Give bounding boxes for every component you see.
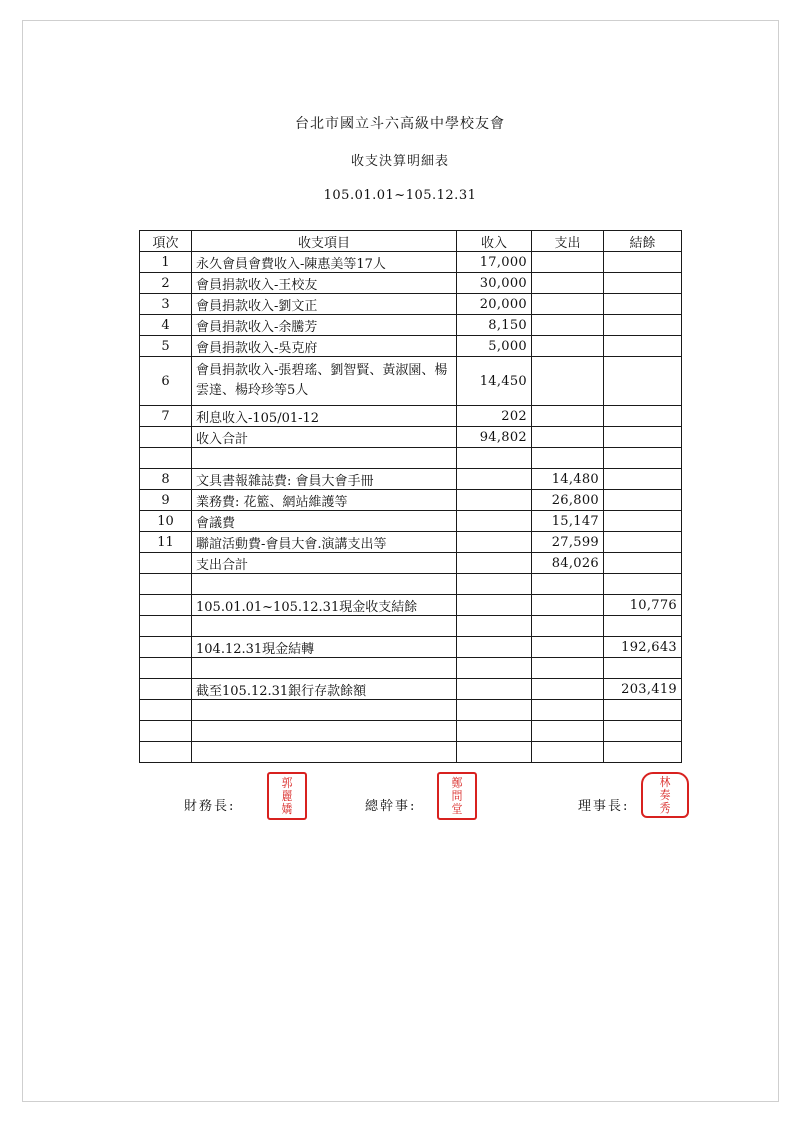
row-balance bbox=[604, 511, 682, 532]
header-income: 收入 bbox=[457, 231, 532, 252]
row-income bbox=[457, 700, 532, 721]
row-balance bbox=[604, 273, 682, 294]
row-income: 94,802 bbox=[457, 427, 532, 448]
table-row bbox=[140, 252, 682, 273]
row-balance bbox=[604, 553, 682, 574]
row-expense bbox=[532, 273, 604, 294]
row-number: 10 bbox=[140, 511, 192, 532]
row-number bbox=[140, 679, 192, 700]
row-income bbox=[457, 574, 532, 595]
row-item: 聯誼活動費-會員大會.演講支出等 bbox=[192, 532, 457, 553]
row-expense bbox=[532, 616, 604, 637]
row-expense bbox=[532, 406, 604, 427]
table-row bbox=[140, 490, 682, 511]
row-expense: 14,480 bbox=[532, 469, 604, 490]
report-period: 105.01.01~105.12.31 bbox=[323, 188, 477, 203]
header-row bbox=[140, 231, 682, 252]
row-balance bbox=[604, 721, 682, 742]
row-number: 3 bbox=[140, 294, 192, 315]
row-income bbox=[457, 511, 532, 532]
row-expense bbox=[532, 595, 604, 616]
row-expense bbox=[532, 679, 604, 700]
chairman-seal-char: 秀 bbox=[659, 800, 671, 815]
header-no: 項次 bbox=[140, 231, 192, 252]
row-item bbox=[192, 700, 457, 721]
row-expense: 27,599 bbox=[532, 532, 604, 553]
row-balance bbox=[604, 406, 682, 427]
table-row bbox=[140, 553, 682, 574]
secretary-seal bbox=[437, 772, 477, 820]
row-income bbox=[457, 469, 532, 490]
row-income: 14,450 bbox=[457, 357, 532, 406]
table-row bbox=[140, 511, 682, 532]
table-row bbox=[140, 406, 682, 427]
secretary-seal-char: 鄭 bbox=[451, 775, 463, 790]
row-balance bbox=[604, 742, 682, 763]
row-item: 業務費: 花籃、網站維護等 bbox=[192, 490, 457, 511]
table-row bbox=[140, 637, 682, 658]
row-item: 文具書報雜誌費: 會員大會手冊 bbox=[192, 469, 457, 490]
header-item: 收支項目 bbox=[192, 231, 457, 252]
table-row bbox=[140, 273, 682, 294]
chairman-seal-char: 奏 bbox=[659, 787, 671, 802]
row-balance bbox=[604, 700, 682, 721]
row-number bbox=[140, 595, 192, 616]
row-income bbox=[457, 595, 532, 616]
row-balance bbox=[604, 357, 682, 406]
secretary-seal-char: 問 bbox=[451, 788, 463, 803]
table-row bbox=[140, 658, 682, 679]
treasurer-seal-char: 郭 bbox=[281, 775, 293, 790]
table-row bbox=[140, 448, 682, 469]
table-row bbox=[140, 315, 682, 336]
row-income: 30,000 bbox=[457, 273, 532, 294]
table-row bbox=[140, 679, 682, 700]
treasurer-label: 財務長: bbox=[184, 799, 236, 814]
treasurer-seal-char: 嬌 bbox=[281, 801, 293, 816]
treasurer-seal-char: 麗 bbox=[281, 788, 293, 803]
row-income bbox=[457, 658, 532, 679]
table-row bbox=[140, 574, 682, 595]
row-number: 1 bbox=[140, 252, 192, 273]
row-number bbox=[140, 553, 192, 574]
row-expense: 15,147 bbox=[532, 511, 604, 532]
row-item: 會員捐款收入-劉文正 bbox=[192, 294, 457, 315]
row-income: 20,000 bbox=[457, 294, 532, 315]
row-balance bbox=[604, 336, 682, 357]
chairman-seal-char: 林 bbox=[659, 774, 671, 789]
row-expense bbox=[532, 336, 604, 357]
row-expense bbox=[532, 252, 604, 273]
row-item: 利息收入-105/01-12 bbox=[192, 406, 457, 427]
row-balance bbox=[604, 294, 682, 315]
row-number bbox=[140, 574, 192, 595]
row-number: 9 bbox=[140, 490, 192, 511]
row-expense bbox=[532, 574, 604, 595]
row-income bbox=[457, 490, 532, 511]
row-income bbox=[457, 616, 532, 637]
row-number bbox=[140, 616, 192, 637]
table-row bbox=[140, 294, 682, 315]
row-balance: 10,776 bbox=[604, 595, 682, 616]
table-row bbox=[140, 427, 682, 448]
row-item bbox=[192, 742, 457, 763]
row-income bbox=[457, 679, 532, 700]
row-number bbox=[140, 427, 192, 448]
report-title: 收支決算明細表 bbox=[350, 154, 449, 169]
row-number: 5 bbox=[140, 336, 192, 357]
row-income bbox=[457, 532, 532, 553]
row-expense bbox=[532, 700, 604, 721]
row-item: 104.12.31現金結轉 bbox=[192, 637, 457, 658]
row-number bbox=[140, 742, 192, 763]
row-number bbox=[140, 448, 192, 469]
row-balance bbox=[604, 315, 682, 336]
row-item: 會員捐款收入-張碧瑤、劉智賢、黃淑園、楊雲達、楊玲珍等5人 bbox=[192, 357, 457, 406]
row-item: 會員捐款收入-王校友 bbox=[192, 273, 457, 294]
row-income bbox=[457, 448, 532, 469]
table-row bbox=[140, 742, 682, 763]
table-row bbox=[140, 469, 682, 490]
row-number bbox=[140, 721, 192, 742]
table-row bbox=[140, 595, 682, 616]
row-balance bbox=[604, 532, 682, 553]
row-expense bbox=[532, 721, 604, 742]
row-expense bbox=[532, 315, 604, 336]
row-balance: 192,643 bbox=[604, 637, 682, 658]
row-number: 6 bbox=[140, 357, 192, 406]
row-balance bbox=[604, 574, 682, 595]
row-item bbox=[192, 574, 457, 595]
row-item: 截至105.12.31銀行存款餘額 bbox=[192, 679, 457, 700]
row-number: 4 bbox=[140, 315, 192, 336]
secretary-seal-char: 堂 bbox=[451, 801, 463, 816]
row-item: 105.01.01~105.12.31現金收支結餘 bbox=[192, 595, 457, 616]
row-expense bbox=[532, 658, 604, 679]
row-item: 會議費 bbox=[192, 511, 457, 532]
row-number bbox=[140, 637, 192, 658]
table-row bbox=[140, 336, 682, 357]
row-balance bbox=[604, 427, 682, 448]
row-expense bbox=[532, 357, 604, 406]
row-balance bbox=[604, 252, 682, 273]
table-row bbox=[140, 700, 682, 721]
row-item bbox=[192, 658, 457, 679]
row-item: 會員捐款收入-吳克府 bbox=[192, 336, 457, 357]
ledger-body bbox=[140, 252, 682, 763]
row-item: 收入合計 bbox=[192, 427, 457, 448]
chairman-seal bbox=[641, 772, 689, 818]
row-expense bbox=[532, 294, 604, 315]
table-row bbox=[140, 616, 682, 637]
treasurer-seal bbox=[267, 772, 307, 820]
row-number: 8 bbox=[140, 469, 192, 490]
row-income: 8,150 bbox=[457, 315, 532, 336]
row-item: 永久會員會費收入-陳惠美等17人 bbox=[192, 252, 457, 273]
header-expense: 支出 bbox=[532, 231, 604, 252]
chairman-label: 理事長: bbox=[578, 799, 630, 814]
row-expense bbox=[532, 637, 604, 658]
row-income bbox=[457, 742, 532, 763]
row-balance bbox=[604, 616, 682, 637]
row-number bbox=[140, 658, 192, 679]
row-income bbox=[457, 637, 532, 658]
row-expense: 26,800 bbox=[532, 490, 604, 511]
row-income: 5,000 bbox=[457, 336, 532, 357]
table-row bbox=[140, 721, 682, 742]
row-number bbox=[140, 700, 192, 721]
secretary-label: 總幹事: bbox=[365, 799, 417, 814]
row-income bbox=[457, 721, 532, 742]
row-item bbox=[192, 616, 457, 637]
row-balance bbox=[604, 658, 682, 679]
row-number: 11 bbox=[140, 532, 192, 553]
ledger-table bbox=[139, 230, 682, 763]
row-income bbox=[457, 553, 532, 574]
row-item: 支出合計 bbox=[192, 553, 457, 574]
row-balance bbox=[604, 490, 682, 511]
row-balance bbox=[604, 448, 682, 469]
row-income: 17,000 bbox=[457, 252, 532, 273]
row-item bbox=[192, 448, 457, 469]
row-expense: 84,026 bbox=[532, 553, 604, 574]
row-item bbox=[192, 721, 457, 742]
organization-title: 台北市國立斗六高級中學校友會 bbox=[295, 116, 505, 132]
row-number: 7 bbox=[140, 406, 192, 427]
row-number: 2 bbox=[140, 273, 192, 294]
row-expense bbox=[532, 427, 604, 448]
table-row bbox=[140, 532, 682, 553]
table-row bbox=[140, 357, 682, 406]
row-income: 202 bbox=[457, 406, 532, 427]
row-balance: 203,419 bbox=[604, 679, 682, 700]
header-balance: 結餘 bbox=[604, 231, 682, 252]
row-balance bbox=[604, 469, 682, 490]
row-expense bbox=[532, 742, 604, 763]
row-item: 會員捐款收入-余騰芳 bbox=[192, 315, 457, 336]
row-expense bbox=[532, 448, 604, 469]
